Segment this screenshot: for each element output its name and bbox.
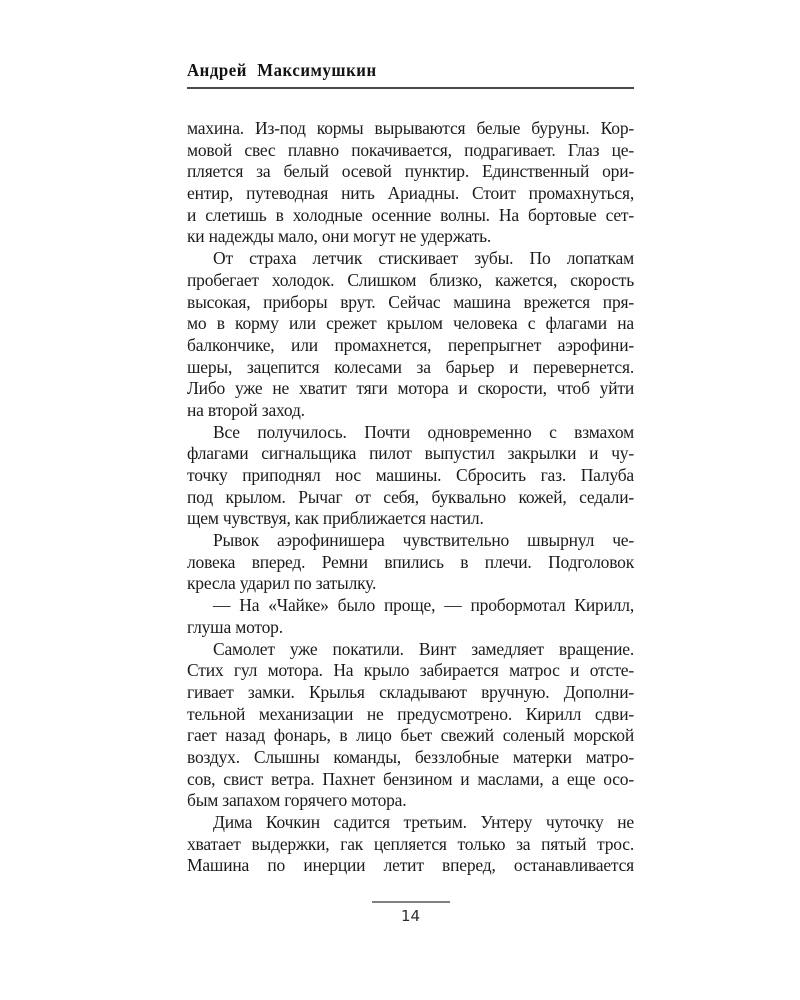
text-line: Либо уже не хватит тяги мотора и скорости, чтоб уйти [187, 378, 634, 399]
text-line: пробегает холодок. Слишком близко, кажется, скорость [187, 269, 634, 290]
text-line: От страха летчик стискивает зубы. По лопаткам [213, 248, 634, 269]
page-footer [187, 901, 634, 924]
text-line: глуша мотор. [187, 616, 283, 637]
text-line: под крылом. Рычаг от себя, буквально кожей, седали- [187, 486, 634, 507]
text-line: гает назад фонарь, в лицо бьет свежий соленый морской [187, 725, 634, 746]
paragraph [187, 530, 634, 595]
text-line: Все получилось. Почти одновременно с взмахом [213, 421, 634, 442]
paragraph [187, 422, 634, 530]
page-body-text [187, 118, 634, 877]
text-line: Самолет уже покатили. Винт замедляет вращение. [213, 638, 634, 659]
text-line: Рывок аэрофинишера чувствительно швырнул че- [213, 530, 634, 551]
text-line: ентир, путеводная нить Ариадны. Стоит промахнуться, [187, 183, 634, 204]
paragraph [187, 812, 634, 877]
text-line: гивает замки. Крылья складывают вручную. Дополни- [187, 681, 634, 702]
text-line: сов, свист ветра. Пахнет бензином и маслами, а еще осо- [187, 768, 634, 789]
text-line: балкончике, или промахнется, перепрыгнет аэрофини- [187, 334, 634, 355]
text-line: и слетишь в холодные осенние волны. На бортовые сет- [187, 204, 634, 225]
text-line: ки надежды мало, они могут не удержать. [187, 226, 492, 247]
text-line: точку приподнял нос машины. Сбросить газ. Палуба [187, 465, 634, 485]
text-line: мо в корму или срежет крылом человека с флагами на [187, 313, 634, 334]
text-line: хватает выдержки, гак цепляется только за пятый трос. [187, 833, 634, 854]
text-line: бым запахом горячего мотора. [187, 790, 407, 811]
text-line: Дима Кочкин садится третьим. Унтеру чуточку не [213, 812, 634, 832]
footer-rule [372, 901, 450, 903]
paragraph [187, 639, 634, 813]
text-line: пляется за белый осевой пунктир. Единственный ори- [187, 161, 634, 182]
text-line: мовой свес плавно покачивается, подрагивает. Глаз це- [187, 139, 634, 160]
text-line: на второй заход. [187, 399, 305, 420]
text-line: кресла ударил по затылку. [187, 573, 377, 594]
paragraph [187, 118, 634, 248]
text-line: — На «Чайке» было проще, — пробормотал Кирилл, [213, 595, 634, 616]
text-line: махина. Из-под кормы вырываются белые буруны. Кор- [187, 118, 634, 138]
text-line: высокая, приборы врут. Сейчас машина врежется пря- [187, 291, 634, 312]
text-line: флагами сигнальщика пилот выпустил закрылки и чу- [187, 443, 634, 464]
text-line: ловека вперед. Ремни впились в плечи. Подголовок [187, 551, 634, 572]
paragraph [187, 595, 634, 638]
text-line: Стих гул мотора. На крыло забирается матрос и отсте- [187, 660, 634, 681]
paragraph [187, 248, 634, 422]
page-header [187, 61, 634, 89]
text-line: воздух. Слышны команды, беззлобные матерки матро- [187, 746, 634, 767]
text-line: Машина по инерции летит вперед, останавливается [187, 855, 634, 876]
running-header-author: Андрей Максимушкин [187, 60, 377, 80]
header-rule [187, 87, 634, 89]
text-line: тельной механизации не предусмотрено. Кирилл сдви- [187, 703, 634, 724]
text-line: щем чувствуя, как приближается настил. [187, 508, 484, 529]
text-line: шеры, зацепится колесами за барьер и перевернется. [187, 356, 634, 377]
page-number: 14 [400, 907, 421, 925]
